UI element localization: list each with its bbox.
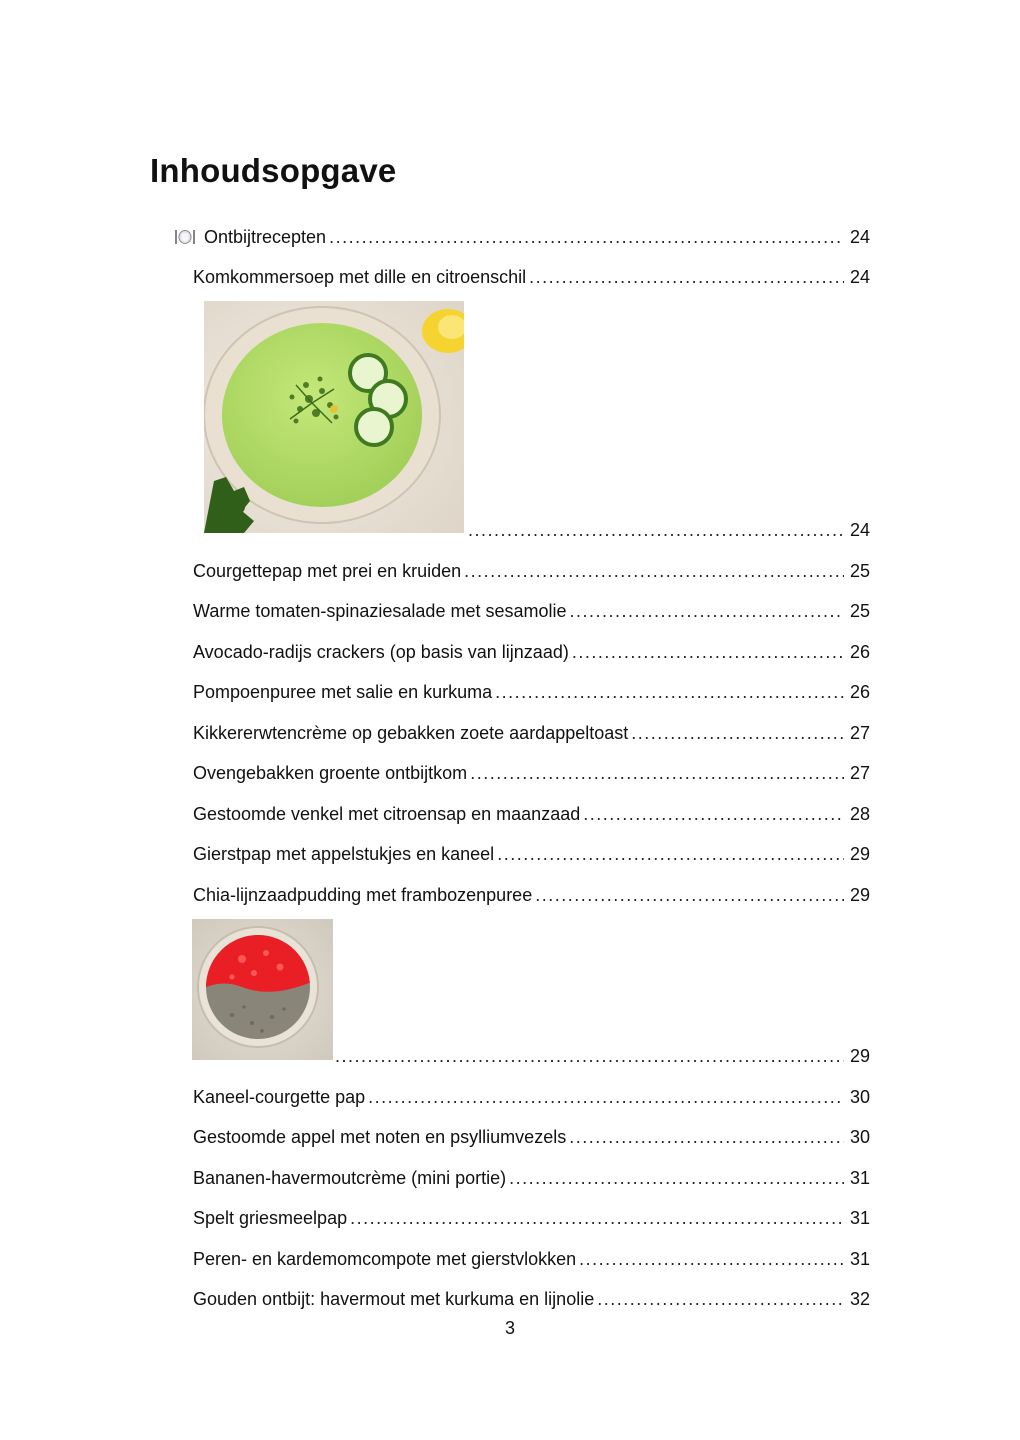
toc-entry-label: Kaneel-courgette pap	[193, 1087, 366, 1107]
toc-entry[interactable]	[193, 797, 870, 825]
dot-leader	[597, 1288, 844, 1310]
toc-entry[interactable]	[193, 675, 870, 703]
toc-entry-label: Gouden ontbijt: havermout met kurkuma en lijnolie	[193, 1289, 595, 1309]
toc-entry-label: Gestoomde venkel met citroensap en maanzaad	[193, 804, 581, 824]
toc-entry[interactable]	[193, 594, 870, 622]
toc-entry[interactable]	[193, 1161, 870, 1189]
dot-leader	[468, 519, 844, 541]
toc-page-number: 26	[849, 642, 870, 662]
toc-page-number: 26	[849, 682, 870, 702]
dot-leader	[579, 1248, 844, 1270]
toc-entry-label: Courgettepap met prei en kruiden	[193, 561, 462, 581]
toc-entry-label: Kikkererwtencrème op gebakken zoete aardappeltoast	[193, 723, 629, 743]
dot-leader	[631, 722, 844, 744]
dot-leader	[368, 1086, 844, 1108]
page-title: Inhoudsopgave	[150, 152, 397, 189]
plate-icon	[174, 229, 196, 245]
dot-leader	[329, 226, 844, 248]
dot-leader	[350, 1207, 844, 1229]
toc-entry-label: Peren- en kardemomcompote met gierstvlokken	[193, 1249, 577, 1269]
toc-page-number: 32	[849, 1289, 870, 1309]
toc-page-number: 28	[849, 804, 870, 824]
toc-entry[interactable]	[193, 1080, 870, 1108]
dot-leader	[497, 843, 844, 865]
toc-entry[interactable]	[193, 837, 870, 865]
toc-entry[interactable]	[193, 878, 870, 906]
dot-leader	[535, 884, 844, 906]
toc-entry[interactable]	[193, 716, 870, 744]
toc-page-number: 24	[849, 267, 870, 287]
toc-entry-label: Spelt griesmeelpap	[193, 1208, 348, 1228]
toc-page-number: 24	[849, 227, 870, 247]
toc-page-number: 29	[849, 844, 870, 864]
toc-entry-label: Chia-lijnzaadpudding met frambozenpuree	[193, 885, 533, 905]
toc-entry-label: Gestoomde appel met noten en psylliumvezels	[193, 1127, 567, 1147]
dot-leader	[509, 1167, 844, 1189]
toc-page-number: 27	[849, 763, 870, 783]
toc-entry[interactable]	[193, 635, 870, 663]
dot-leader	[529, 266, 844, 288]
toc-page-number: 31	[849, 1208, 870, 1228]
toc-entry-label: Avocado-radijs crackers (op basis van lijnzaad)	[193, 642, 569, 662]
toc-entry[interactable]	[193, 1282, 870, 1310]
toc-page-number: 31	[849, 1168, 870, 1188]
toc-entry[interactable]	[193, 260, 870, 288]
dot-leader	[464, 560, 844, 582]
cucumber-soup-image[interactable]	[204, 301, 464, 533]
page-number: 3	[504, 1318, 515, 1338]
toc-entry[interactable]	[193, 1120, 870, 1148]
toc-entry[interactable]	[193, 554, 870, 582]
dot-leader	[570, 600, 844, 622]
toc-page-number: 30	[849, 1087, 870, 1107]
toc-entry-label: Pompoenpuree met salie en kurkuma	[193, 682, 493, 702]
toc-entry-label: Warme tomaten-spinaziesalade met sesamolie	[193, 601, 567, 621]
dot-leader	[569, 1126, 844, 1148]
toc-entry[interactable]	[193, 756, 870, 784]
dot-leader	[572, 641, 844, 663]
dot-leader	[470, 762, 844, 784]
toc-page-number: 27	[849, 723, 870, 743]
dot-leader	[495, 681, 844, 703]
toc-entry-label: Ovengebakken groente ontbijtkom	[193, 763, 468, 783]
toc-page-number: 30	[849, 1127, 870, 1147]
toc-entry-image-row[interactable]	[335, 1039, 870, 1067]
toc-entry-label: Bananen-havermoutcrème (mini portie)	[193, 1168, 507, 1188]
toc-section-ontbijtrecepten[interactable]	[174, 220, 870, 248]
toc-page-number: 29	[849, 885, 870, 905]
toc-entry-label: Komkommersoep met dille en citroenschil	[193, 267, 527, 287]
toc-entry-label: Gierstpap met appelstukjes en kaneel	[193, 844, 495, 864]
dot-leader	[335, 1045, 844, 1067]
toc-entry-image-row[interactable]	[468, 513, 870, 541]
toc-page-number: 25	[849, 561, 870, 581]
toc-page-number: 29	[849, 1046, 870, 1066]
chia-pudding-image[interactable]	[192, 919, 333, 1060]
dot-leader	[583, 803, 844, 825]
toc-entry[interactable]	[193, 1201, 870, 1229]
toc-entry[interactable]	[193, 1242, 870, 1270]
toc-page-number: 25	[849, 601, 870, 621]
toc-page-number: 31	[849, 1249, 870, 1269]
toc-section-label: Ontbijtrecepten	[204, 227, 327, 247]
toc-page-number: 24	[849, 520, 870, 540]
